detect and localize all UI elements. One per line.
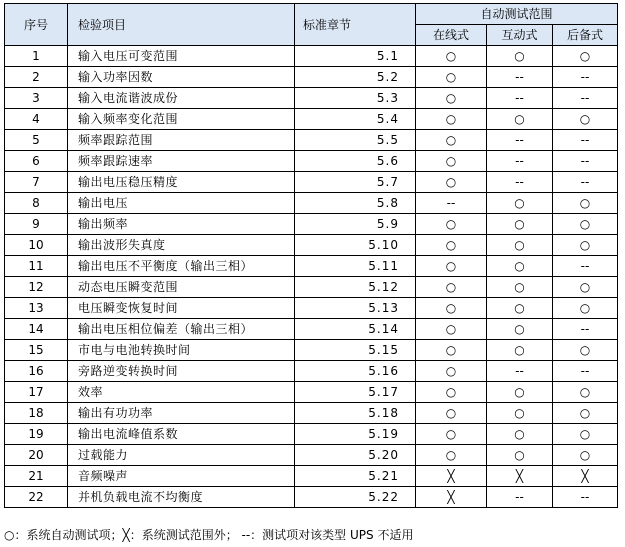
table-row — [5, 382, 618, 403]
table-row — [5, 46, 618, 67]
row-interactive-mark: ○ — [487, 235, 553, 256]
row-item: 电压瞬变恢复时间 — [68, 298, 295, 319]
row-section: 5.22 — [295, 487, 416, 508]
row-online-mark: ○ — [416, 46, 487, 67]
row-section: 5.11 — [295, 256, 416, 277]
row-online-mark: ○ — [416, 361, 487, 382]
row-item: 输出电压不平衡度（输出三相） — [68, 256, 295, 277]
header-no: 序号 — [5, 4, 68, 46]
row-interactive-mark: ○ — [487, 340, 553, 361]
row-section: 5.14 — [295, 319, 416, 340]
row-backup-mark: -- — [553, 256, 618, 277]
row-section: 5.20 — [295, 445, 416, 466]
row-online-mark: ○ — [416, 340, 487, 361]
row-section: 5.18 — [295, 403, 416, 424]
row-item: 输出频率 — [68, 214, 295, 235]
row-section: 5.1 — [295, 46, 416, 67]
row-item: 过载能力 — [68, 445, 295, 466]
row-backup-mark: ○ — [553, 109, 618, 130]
row-online-mark: ○ — [416, 130, 487, 151]
row-item: 频率跟踪范围 — [68, 130, 295, 151]
row-number: 6 — [5, 151, 68, 172]
row-backup-mark: ○ — [553, 403, 618, 424]
row-section: 5.9 — [295, 214, 416, 235]
row-online-mark: ○ — [416, 382, 487, 403]
row-backup-mark: ○ — [553, 445, 618, 466]
row-section: 5.13 — [295, 298, 416, 319]
header-backup: 后备式 — [553, 25, 618, 46]
row-interactive-mark: ○ — [487, 256, 553, 277]
row-number: 4 — [5, 109, 68, 130]
row-item: 并机负载电流不均衡度 — [68, 487, 295, 508]
table-row — [5, 151, 618, 172]
row-number: 13 — [5, 298, 68, 319]
row-item: 输出电压相位偏差（输出三相） — [68, 319, 295, 340]
table-row — [5, 235, 618, 256]
row-number: 17 — [5, 382, 68, 403]
row-section: 5.5 — [295, 130, 416, 151]
row-backup-mark: -- — [553, 151, 618, 172]
row-backup-mark: -- — [553, 487, 618, 508]
row-number: 12 — [5, 277, 68, 298]
row-online-mark: ○ — [416, 403, 487, 424]
header-interactive: 互动式 — [487, 25, 553, 46]
header-online: 在线式 — [416, 25, 487, 46]
row-item: 动态电压瞬变范围 — [68, 277, 295, 298]
row-number: 3 — [5, 88, 68, 109]
row-number: 11 — [5, 256, 68, 277]
row-interactive-mark: ○ — [487, 403, 553, 424]
row-item: 输入功率因数 — [68, 67, 295, 88]
row-item: 输入频率变化范围 — [68, 109, 295, 130]
row-backup-mark: -- — [553, 67, 618, 88]
row-item: 音频噪声 — [68, 466, 295, 487]
table-row — [5, 445, 618, 466]
row-number: 10 — [5, 235, 68, 256]
row-interactive-mark: -- — [487, 151, 553, 172]
row-online-mark: ○ — [416, 235, 487, 256]
table-row — [5, 361, 618, 382]
row-online-mark: ○ — [416, 424, 487, 445]
row-number: 16 — [5, 361, 68, 382]
row-number: 22 — [5, 487, 68, 508]
row-online-mark: ○ — [416, 319, 487, 340]
legend-note: ○：系统自动测试项；╳：系统测试范围外； --：测试项对该类型 UPS 不适用 — [4, 528, 414, 542]
row-interactive-mark: -- — [487, 88, 553, 109]
table-header — [5, 4, 618, 46]
header-item: 检验项目 — [68, 4, 295, 46]
row-number: 18 — [5, 403, 68, 424]
table-row — [5, 256, 618, 277]
row-number: 20 — [5, 445, 68, 466]
row-backup-mark: ○ — [553, 193, 618, 214]
row-item: 输出电压 — [68, 193, 295, 214]
table-row — [5, 298, 618, 319]
row-online-mark: ○ — [416, 67, 487, 88]
table-row — [5, 214, 618, 235]
row-number: 8 — [5, 193, 68, 214]
table-row — [5, 319, 618, 340]
row-interactive-mark: ○ — [487, 46, 553, 67]
row-interactive-mark: ○ — [487, 298, 553, 319]
row-backup-mark: -- — [553, 319, 618, 340]
row-section: 5.7 — [295, 172, 416, 193]
row-section: 5.15 — [295, 340, 416, 361]
table-row — [5, 487, 618, 508]
row-interactive-mark: ○ — [487, 319, 553, 340]
row-interactive-mark: -- — [487, 487, 553, 508]
row-number: 7 — [5, 172, 68, 193]
table-row — [5, 193, 618, 214]
table-row — [5, 277, 618, 298]
row-interactive-mark: -- — [487, 130, 553, 151]
row-item: 效率 — [68, 382, 295, 403]
row-interactive-mark: ○ — [487, 382, 553, 403]
row-interactive-mark: ○ — [487, 445, 553, 466]
row-item: 旁路逆变转换时间 — [68, 361, 295, 382]
row-online-mark: ○ — [416, 109, 487, 130]
row-online-mark: ○ — [416, 88, 487, 109]
row-number: 2 — [5, 67, 68, 88]
table-row — [5, 172, 618, 193]
row-interactive-mark: ○ — [487, 193, 553, 214]
table-row — [5, 109, 618, 130]
header-scope: 自动测试范围 — [416, 4, 618, 25]
row-interactive-mark: ╳ — [487, 466, 553, 487]
row-online-mark: ○ — [416, 277, 487, 298]
row-item: 输出有功功率 — [68, 403, 295, 424]
row-interactive-mark: -- — [487, 67, 553, 88]
row-item: 输入电流谐波成份 — [68, 88, 295, 109]
row-section: 5.8 — [295, 193, 416, 214]
table-row — [5, 424, 618, 445]
row-backup-mark: -- — [553, 130, 618, 151]
row-backup-mark: ○ — [553, 214, 618, 235]
row-backup-mark: ○ — [553, 382, 618, 403]
row-backup-mark: ╳ — [553, 466, 618, 487]
row-number: 15 — [5, 340, 68, 361]
row-section: 5.12 — [295, 277, 416, 298]
row-backup-mark: -- — [553, 88, 618, 109]
row-section: 5.2 — [295, 67, 416, 88]
row-online-mark: ○ — [416, 256, 487, 277]
row-online-mark: ╳ — [416, 487, 487, 508]
row-backup-mark: ○ — [553, 235, 618, 256]
row-section: 5.17 — [295, 382, 416, 403]
row-item: 输出电流峰值系数 — [68, 424, 295, 445]
row-interactive-mark: ○ — [487, 109, 553, 130]
row-section: 5.10 — [295, 235, 416, 256]
row-interactive-mark: -- — [487, 361, 553, 382]
table-row — [5, 88, 618, 109]
row-item: 频率跟踪速率 — [68, 151, 295, 172]
row-interactive-mark: ○ — [487, 214, 553, 235]
row-number: 9 — [5, 214, 68, 235]
row-interactive-mark: ○ — [487, 424, 553, 445]
row-backup-mark: ○ — [553, 298, 618, 319]
table-row — [5, 130, 618, 151]
row-section: 5.19 — [295, 424, 416, 445]
row-online-mark: ○ — [416, 172, 487, 193]
table-row — [5, 340, 618, 361]
row-number: 1 — [5, 46, 68, 67]
table-body — [5, 46, 618, 508]
row-online-mark: ○ — [416, 151, 487, 172]
table-row — [5, 67, 618, 88]
row-backup-mark: -- — [553, 172, 618, 193]
row-online-mark: ╳ — [416, 466, 487, 487]
row-number: 14 — [5, 319, 68, 340]
row-interactive-mark: -- — [487, 172, 553, 193]
row-interactive-mark: ○ — [487, 277, 553, 298]
row-backup-mark: ○ — [553, 277, 618, 298]
row-number: 21 — [5, 466, 68, 487]
table-row — [5, 466, 618, 487]
row-number: 5 — [5, 130, 68, 151]
table-row — [5, 403, 618, 424]
header-section: 标准章节 — [295, 4, 416, 46]
row-item: 市电与电池转换时间 — [68, 340, 295, 361]
row-number: 19 — [5, 424, 68, 445]
row-item: 输入电压可变范围 — [68, 46, 295, 67]
row-item: 输出波形失真度 — [68, 235, 295, 256]
row-backup-mark: ○ — [553, 424, 618, 445]
row-section: 5.21 — [295, 466, 416, 487]
row-online-mark: ○ — [416, 445, 487, 466]
row-section: 5.16 — [295, 361, 416, 382]
row-section: 5.6 — [295, 151, 416, 172]
row-section: 5.4 — [295, 109, 416, 130]
row-online-mark: ○ — [416, 298, 487, 319]
row-backup-mark: ○ — [553, 46, 618, 67]
row-online-mark: ○ — [416, 214, 487, 235]
row-online-mark: -- — [416, 193, 487, 214]
test-scope-table — [4, 3, 618, 508]
row-section: 5.3 — [295, 88, 416, 109]
row-item: 输出电压稳压精度 — [68, 172, 295, 193]
row-backup-mark: ○ — [553, 340, 618, 361]
row-backup-mark: -- — [553, 361, 618, 382]
